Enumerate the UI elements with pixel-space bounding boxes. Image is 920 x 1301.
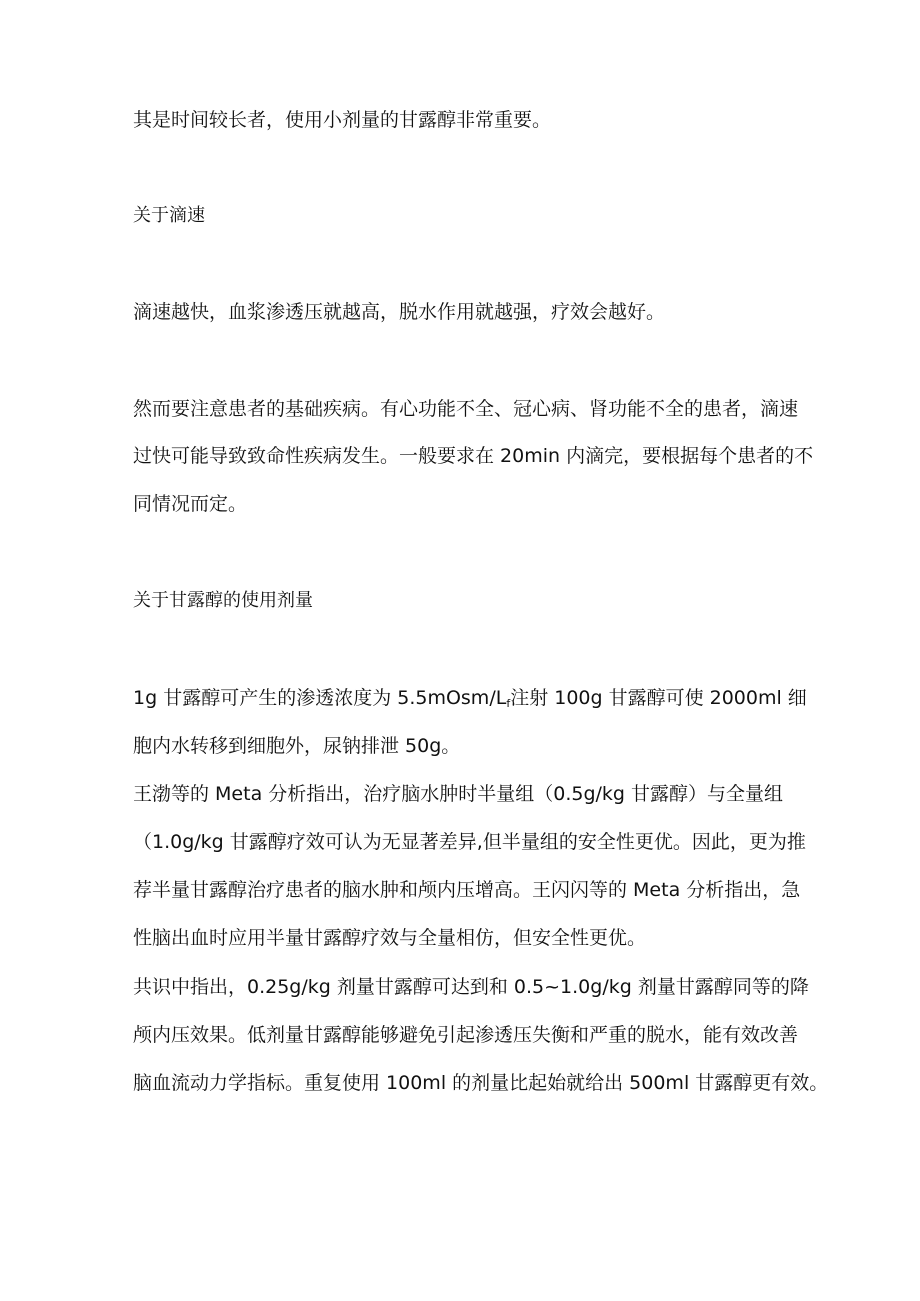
paragraph-consensus-line-1: 共识中指出，0.25g/kg 剂量甘露醇可达到和 0.5~1.0g/kg 剂量甘露醇同等的降 xyxy=(133,976,809,998)
paragraph-caution-line-3: 同情况而定。 xyxy=(133,493,248,515)
osmolarity-text-after: 注射 100g 甘露醇可使 2000ml 细 xyxy=(510,687,807,709)
paragraph-meta-line-1: 王渤等的 Meta 分析指出，治疗脑水肿时半量组（0.5g/kg 甘露醇）与全量组 xyxy=(133,783,784,805)
osmolarity-subscript: f xyxy=(506,697,511,710)
paragraph-meta-line-4: 性脑出血时应用半量甘露醇疗效与全量相仿，但安全性更优。 xyxy=(133,927,647,949)
paragraph-intro-line-1: 其是时间较长者，使用小剂量的甘露醇非常重要。 xyxy=(133,109,552,131)
heading-dosage: 关于甘露醇的使用剂量 xyxy=(133,590,313,611)
paragraph-caution-line-1: 然而要注意患者的基础疾病。有心功能不全、冠心病、肾功能不全的患者，滴速 xyxy=(133,398,799,420)
paragraph-meta-line-2: （1.0g/kg 甘露醇疗效可认为无显著差异,但半量组的安全性更优。因此，更为推 xyxy=(133,831,806,853)
paragraph-drip-rate-line-1: 滴速越快，血浆渗透压就越高，脱水作用就越强，疗效会越好。 xyxy=(133,301,666,323)
paragraph-consensus-line-2: 颅内压效果。低剂量甘露醇能够避免引起渗透压失衡和严重的脱水，能有效改善 xyxy=(133,1024,799,1046)
heading-drip-rate: 关于滴速 xyxy=(133,205,205,226)
paragraph-osmolarity-line-1 xyxy=(133,686,813,710)
paragraph-osmolarity-line-2: 胞内水转移到细胞外，尿钠排泄 50g。 xyxy=(133,735,461,757)
osmolarity-text-before: 1g 甘露醇可产生的渗透浓度为 5.5mOsm/L xyxy=(133,687,507,709)
paragraph-consensus-line-3: 脑血流动力学指标。重复使用 100ml 的剂量比起始就给出 500ml 甘露醇更有效。 xyxy=(133,1072,829,1094)
paragraph-caution-line-2: 过快可能导致致命性疾病发生。一般要求在 20min 内滴完，要根据每个患者的不 xyxy=(133,445,814,467)
paragraph-meta-line-3: 荐半量甘露醇治疗患者的脑水肿和颅内压增高。王闪闪等的 Meta 分析指出，急 xyxy=(133,879,801,901)
